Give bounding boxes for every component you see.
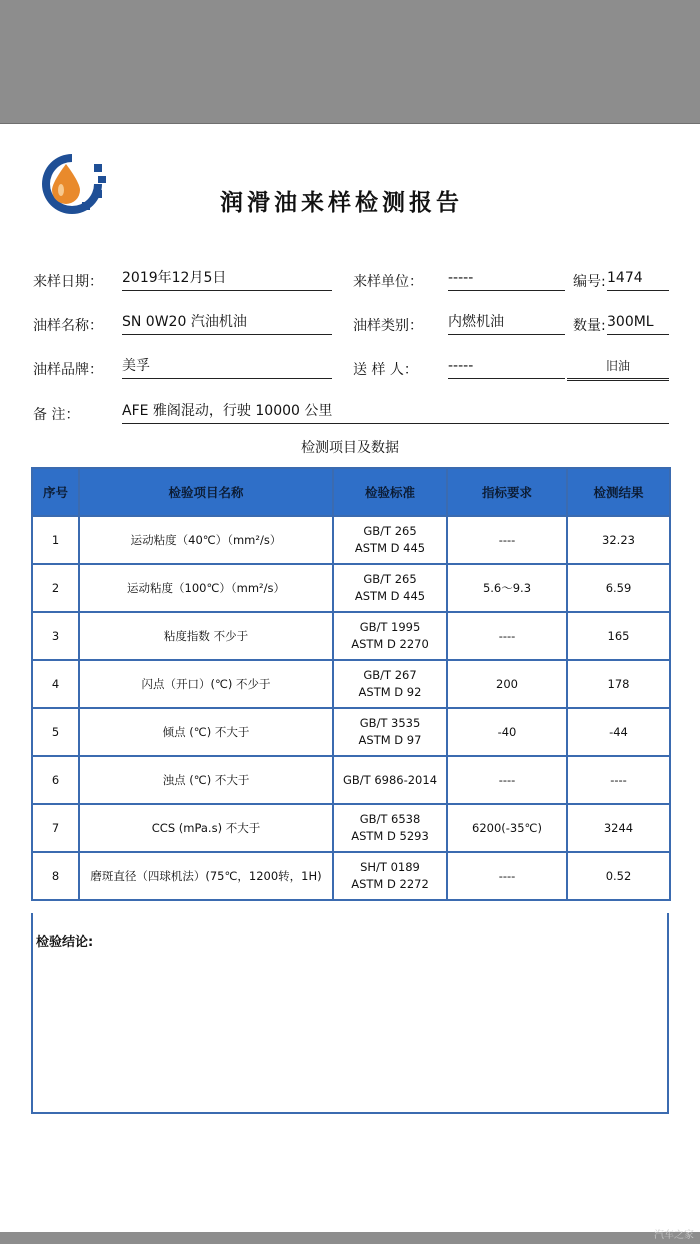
row-standard [333, 660, 447, 708]
header-standard: 检验标准 [333, 468, 447, 516]
sample-unit-value: ----- [448, 269, 565, 291]
sender-label: 送 样 人： [353, 362, 418, 378]
oil-name-label: 油样名称： [33, 318, 103, 334]
oil-type-value: 内燃机油 [448, 313, 565, 335]
row-result: -44 [567, 708, 670, 756]
row-requirement: ---- [447, 612, 567, 660]
row-standard [333, 852, 447, 900]
row-item: 磨斑直径（四球机法）(75℃，1200转，1H) [79, 852, 333, 900]
table-row [32, 612, 670, 660]
table-row [32, 660, 670, 708]
table-row [32, 852, 670, 900]
sample-date-label: 来样日期： [33, 274, 103, 290]
conclusion-box [31, 913, 669, 1114]
row-item: 闪点（开口）(℃) 不少于 [79, 660, 333, 708]
standard-line-2: ASTM D 2272 [351, 877, 429, 891]
row-standard [333, 804, 447, 852]
row-result: 165 [567, 612, 670, 660]
row-standard [333, 516, 447, 564]
table-subtitle: 检测项目及数据 [301, 440, 399, 456]
row-requirement: ---- [447, 516, 567, 564]
standard-line-1: GB/T 265 [363, 572, 417, 586]
table-row [32, 804, 670, 852]
company-logo [36, 150, 108, 216]
brand-label: 油样品牌： [33, 362, 103, 378]
row-item: 运动粘度（100℃）（mm²/s） [79, 564, 333, 612]
row-item: 运动粘度（40℃）（mm²/s） [79, 516, 333, 564]
header-requirement: 指标要求 [447, 468, 567, 516]
row-result: 178 [567, 660, 670, 708]
row-result: 32.23 [567, 516, 670, 564]
row-standard: GB/T 6986-2014 [333, 756, 447, 804]
number-label: 编号: [573, 274, 606, 290]
viewer-top-bar [0, 0, 700, 124]
standard-line-1: GB/T 265 [363, 524, 417, 538]
table-row [32, 564, 670, 612]
row-standard [333, 612, 447, 660]
report-title: 润滑油来样检测报告 [220, 189, 463, 216]
row-item: CCS (mPa.s) 不大于 [79, 804, 333, 852]
sample-date-value: 2019年12月5日 [122, 269, 332, 291]
table-header-row [32, 468, 670, 516]
standard-line-2: ASTM D 445 [354, 589, 426, 603]
row-standard [333, 708, 447, 756]
standard-line-2: ASTM D 445 [354, 541, 426, 555]
oil-name-value: SN 0W20 汽油机油 [122, 313, 332, 335]
brand-value: 美孚 [122, 357, 332, 379]
row-no: 1 [32, 516, 79, 564]
standard-line-2: ASTM D 97 [358, 733, 422, 747]
row-item: 粘度指数 不少于 [79, 612, 333, 660]
row-result: 0.52 [567, 852, 670, 900]
header-result: 检测结果 [567, 468, 670, 516]
viewer-bottom-bar [0, 1232, 700, 1244]
row-no: 4 [32, 660, 79, 708]
row-requirement: ---- [447, 852, 567, 900]
conclusion-label: 检验结论: [36, 935, 94, 950]
number-value: 1474 [607, 269, 669, 291]
row-item: 浊点 (℃) 不大于 [79, 756, 333, 804]
row-result: 3244 [567, 804, 670, 852]
standard-line-1: GB/T 1995 [359, 620, 421, 634]
row-requirement: 6200(-35℃) [447, 804, 567, 852]
test-results-table [31, 467, 671, 901]
watermark: 汽车之家 [654, 1230, 694, 1241]
standard-line-1: SH/T 0189 [360, 860, 420, 874]
row-result: 6.59 [567, 564, 670, 612]
standard-line-1: GB/T 267 [363, 668, 417, 682]
row-no: 6 [32, 756, 79, 804]
standard-line-1: GB/T 3535 [359, 716, 421, 730]
row-requirement: 5.6～9.3 [447, 564, 567, 612]
oil-drop-icon [52, 164, 80, 204]
row-no: 2 [32, 564, 79, 612]
row-requirement: -40 [447, 708, 567, 756]
table-row [32, 708, 670, 756]
quantity-value: 300ML [607, 313, 669, 335]
remark-label: 备 注： [33, 407, 80, 423]
oil-type-label: 油样类别： [353, 318, 423, 334]
standard-line-2: ASTM D 92 [358, 685, 422, 699]
row-no: 3 [32, 612, 79, 660]
standard-line-1: GB/T 6538 [359, 812, 421, 826]
table-row [32, 756, 670, 804]
standard-line-2: ASTM D 2270 [351, 637, 429, 651]
row-requirement: ---- [447, 756, 567, 804]
sender-value: ----- [448, 357, 565, 379]
quantity-label: 数量: [573, 318, 606, 334]
old-oil-value: 旧油 [567, 357, 669, 381]
row-no: 7 [32, 804, 79, 852]
row-requirement: 200 [447, 660, 567, 708]
row-result: ---- [567, 756, 670, 804]
row-standard [333, 564, 447, 612]
row-no: 5 [32, 708, 79, 756]
row-no: 8 [32, 852, 79, 900]
remark-value: AFE 雅阁混动，行驶 10000 公里 [122, 402, 669, 424]
header-item: 检验项目名称 [79, 468, 333, 516]
header-no: 序号 [32, 468, 79, 516]
table-row [32, 516, 670, 564]
row-item: 倾点 (℃) 不大于 [79, 708, 333, 756]
standard-line-2: ASTM D 5293 [351, 829, 429, 843]
sample-unit-label: 来样单位： [353, 274, 423, 290]
